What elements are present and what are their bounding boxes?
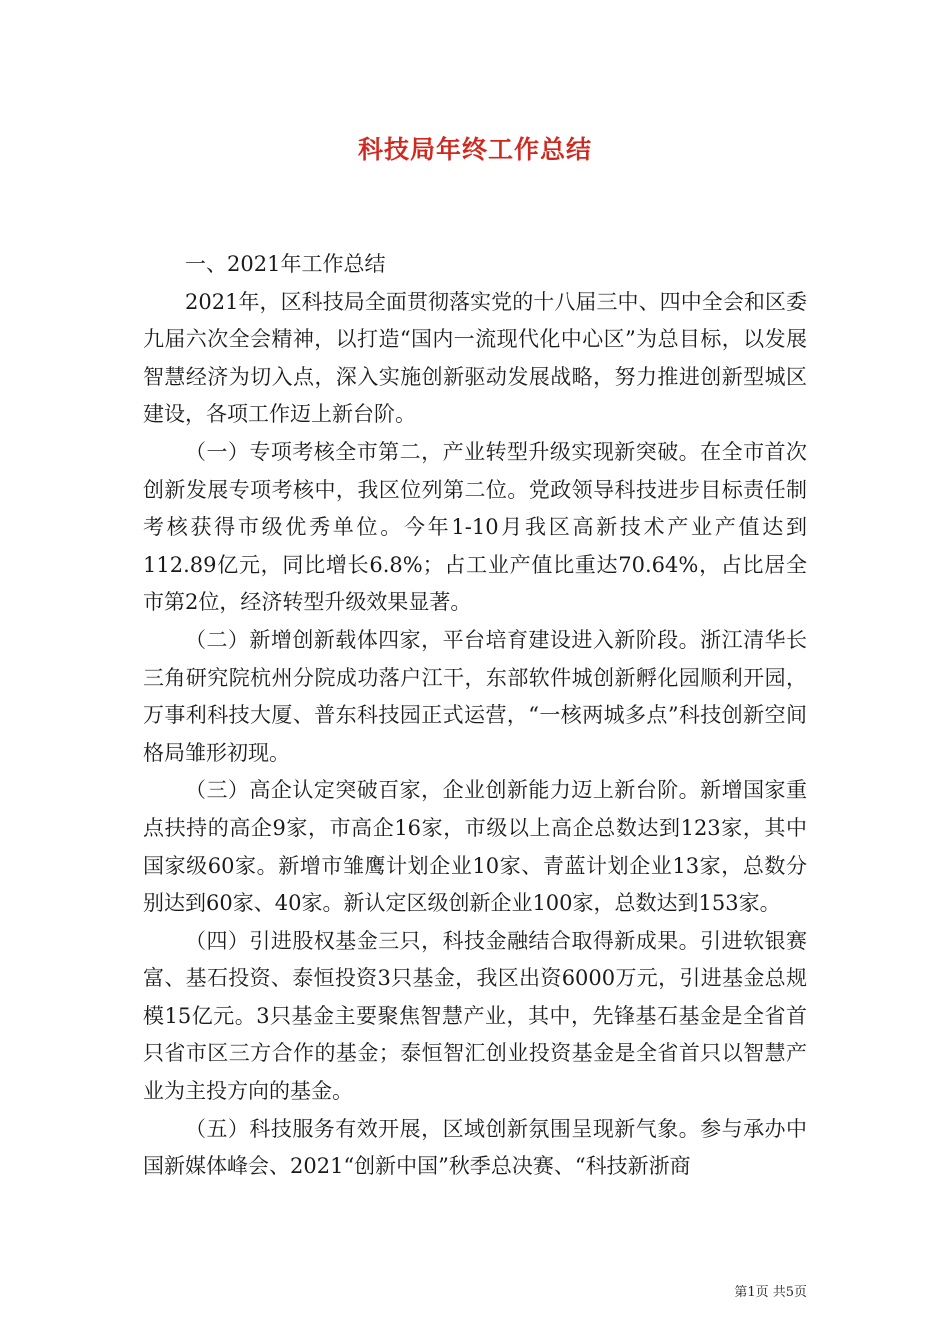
- paragraph-item-3: （三）高企认定突破百家，企业创新能力迈上新台阶。新增国家重点扶持的高企9家，市高企16家，市级以上高企总数达到123家，其中国家级60家。新增市雏鹰计划企业10家、青蓝计划企业13家，总数分别达到60家、40家。新认定区级创新企业100家，总数达到153家。: [143, 778, 807, 916]
- page-number-footer: 第1页 共5页: [734, 1285, 807, 1300]
- paragraph-item-2: （二）新增创新载体四家，平台培育建设进入新阶段。浙江清华长三角研究院杭州分院成功落户江干，东部软件城创新孵化园顺利开园，万事利科技大厦、普东科技园正式运营，“一核两城多点”科技创新空间格局雏形初现。: [143, 627, 807, 765]
- paragraph-item-1: （一）专项考核全市第二，产业转型升级实现新突破。在全市首次创新发展专项考核中，我区位列第二位。党政领导科技进步目标责任制考核获得市级优秀单位。今年1-10月我区高新技术产业产值达到112.89亿元，同比增长6.8%；占工业产值比重达70.64%，占比居全市第2位，经济转型升级效果显著。: [143, 439, 807, 615]
- section-heading: 一、2021年工作总结: [185, 252, 386, 276]
- document-body: [143, 246, 807, 1186]
- document-title: 科技局年终工作总结: [357, 135, 592, 164]
- paragraph-item-5: （五）科技服务有效开展，区域创新氛围呈现新气象。参与承办中国新媒体峰会、2021“创新中国”秋季总决赛、“科技新浙商: [143, 1116, 807, 1179]
- paragraph-item-4: （四）引进股权基金三只，科技金融结合取得新成果。引进软银赛富、基石投资、泰恒投资3只基金，我区出资6000万元，引进基金总规模15亿元。3只基金主要聚焦智慧产业，其中，先锋基石基金是全省首只省市区三方合作的基金；泰恒智汇创业投资基金是全省首只以智慧产业为主投方向的基金。: [143, 928, 807, 1104]
- paragraph-intro: 2021年，区科技局全面贯彻落实党的十八届三中、四中全会和区委九届六次全会精神，以打造“国内一流现代化中心区”为总目标，以发展智慧经济为切入点，深入实施创新驱动发展战略，努力推进创新型城区建设，各项工作迈上新台阶。: [143, 289, 807, 427]
